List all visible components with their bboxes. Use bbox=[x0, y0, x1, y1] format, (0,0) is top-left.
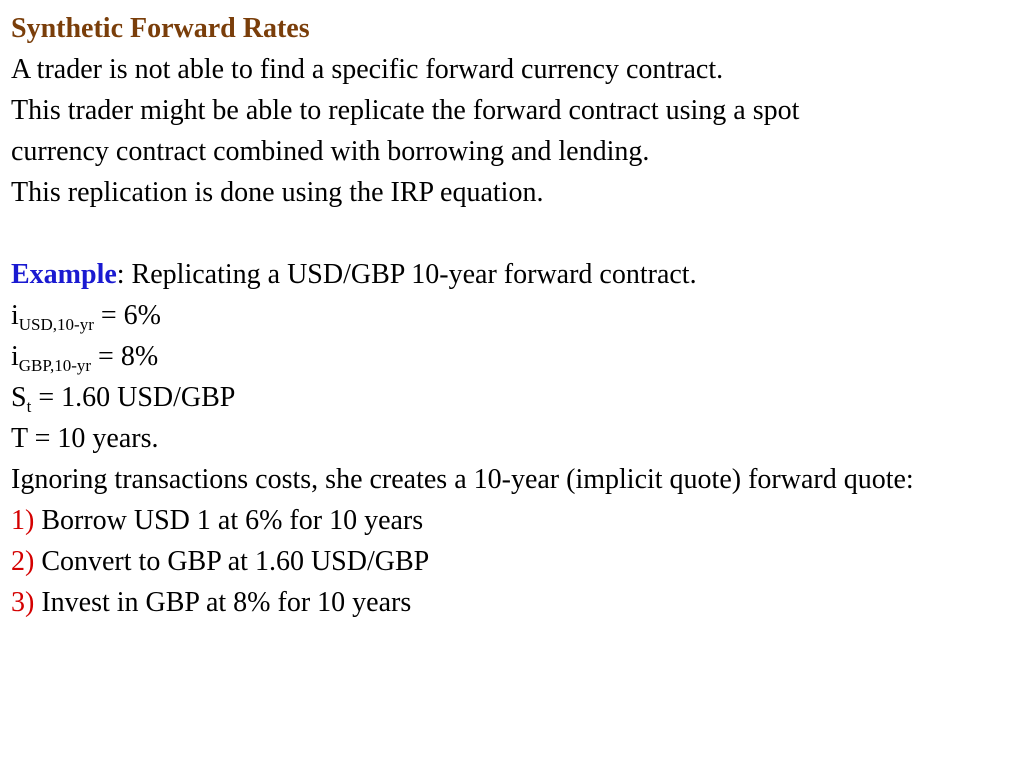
step-number: 2) bbox=[11, 546, 35, 577]
step-text: Invest in GBP at 8% for 10 years bbox=[34, 587, 412, 618]
gbp-rate-line bbox=[11, 336, 1013, 377]
intro-line-1: A trader is not able to find a specific forward currency contract. bbox=[11, 54, 724, 85]
step-number: 1) bbox=[11, 505, 35, 536]
step-number: 3) bbox=[11, 587, 35, 618]
usd-rate-symbol: i bbox=[11, 300, 19, 331]
spot-rate-value: = 1.60 USD/GBP bbox=[31, 382, 236, 413]
example-label: Example bbox=[11, 259, 117, 290]
blank-line bbox=[11, 213, 1013, 254]
spot-rate-subscript: t bbox=[26, 397, 32, 416]
usd-rate-subscript: USD,10-yr bbox=[18, 315, 94, 334]
step-1 bbox=[11, 500, 1013, 541]
gbp-rate-value: = 8% bbox=[91, 341, 159, 372]
slide-title: Synthetic Forward Rates bbox=[11, 13, 310, 44]
usd-rate-value: = 6% bbox=[93, 300, 161, 331]
spot-rate-symbol: S bbox=[11, 382, 27, 413]
example-text: : Replicating a USD/GBP 10-year forward contract. bbox=[116, 259, 697, 290]
description-paragraph: Ignoring transactions costs, she creates a 10-year (implicit quote) forward quote: bbox=[11, 464, 914, 495]
intro-line-2: This trader might be able to replicate the forward contract using a spot bbox=[11, 95, 800, 126]
step-2 bbox=[11, 541, 1013, 582]
step-text: Convert to GBP at 1.60 USD/GBP bbox=[34, 546, 430, 577]
step-text: Borrow USD 1 at 6% for 10 years bbox=[34, 505, 424, 536]
gbp-rate-subscript: GBP,10-yr bbox=[18, 356, 92, 375]
gbp-rate-symbol: i bbox=[11, 341, 19, 372]
usd-rate-line bbox=[11, 295, 1013, 336]
spot-rate-line bbox=[11, 377, 1013, 418]
intro-line-3: currency contract combined with borrowing and lending. bbox=[11, 136, 650, 167]
intro-line-4: This replication is done using the IRP equation. bbox=[11, 177, 544, 208]
step-3 bbox=[11, 582, 1013, 623]
horizon-line: T = 10 years. bbox=[11, 423, 159, 454]
example-line bbox=[11, 254, 1013, 295]
